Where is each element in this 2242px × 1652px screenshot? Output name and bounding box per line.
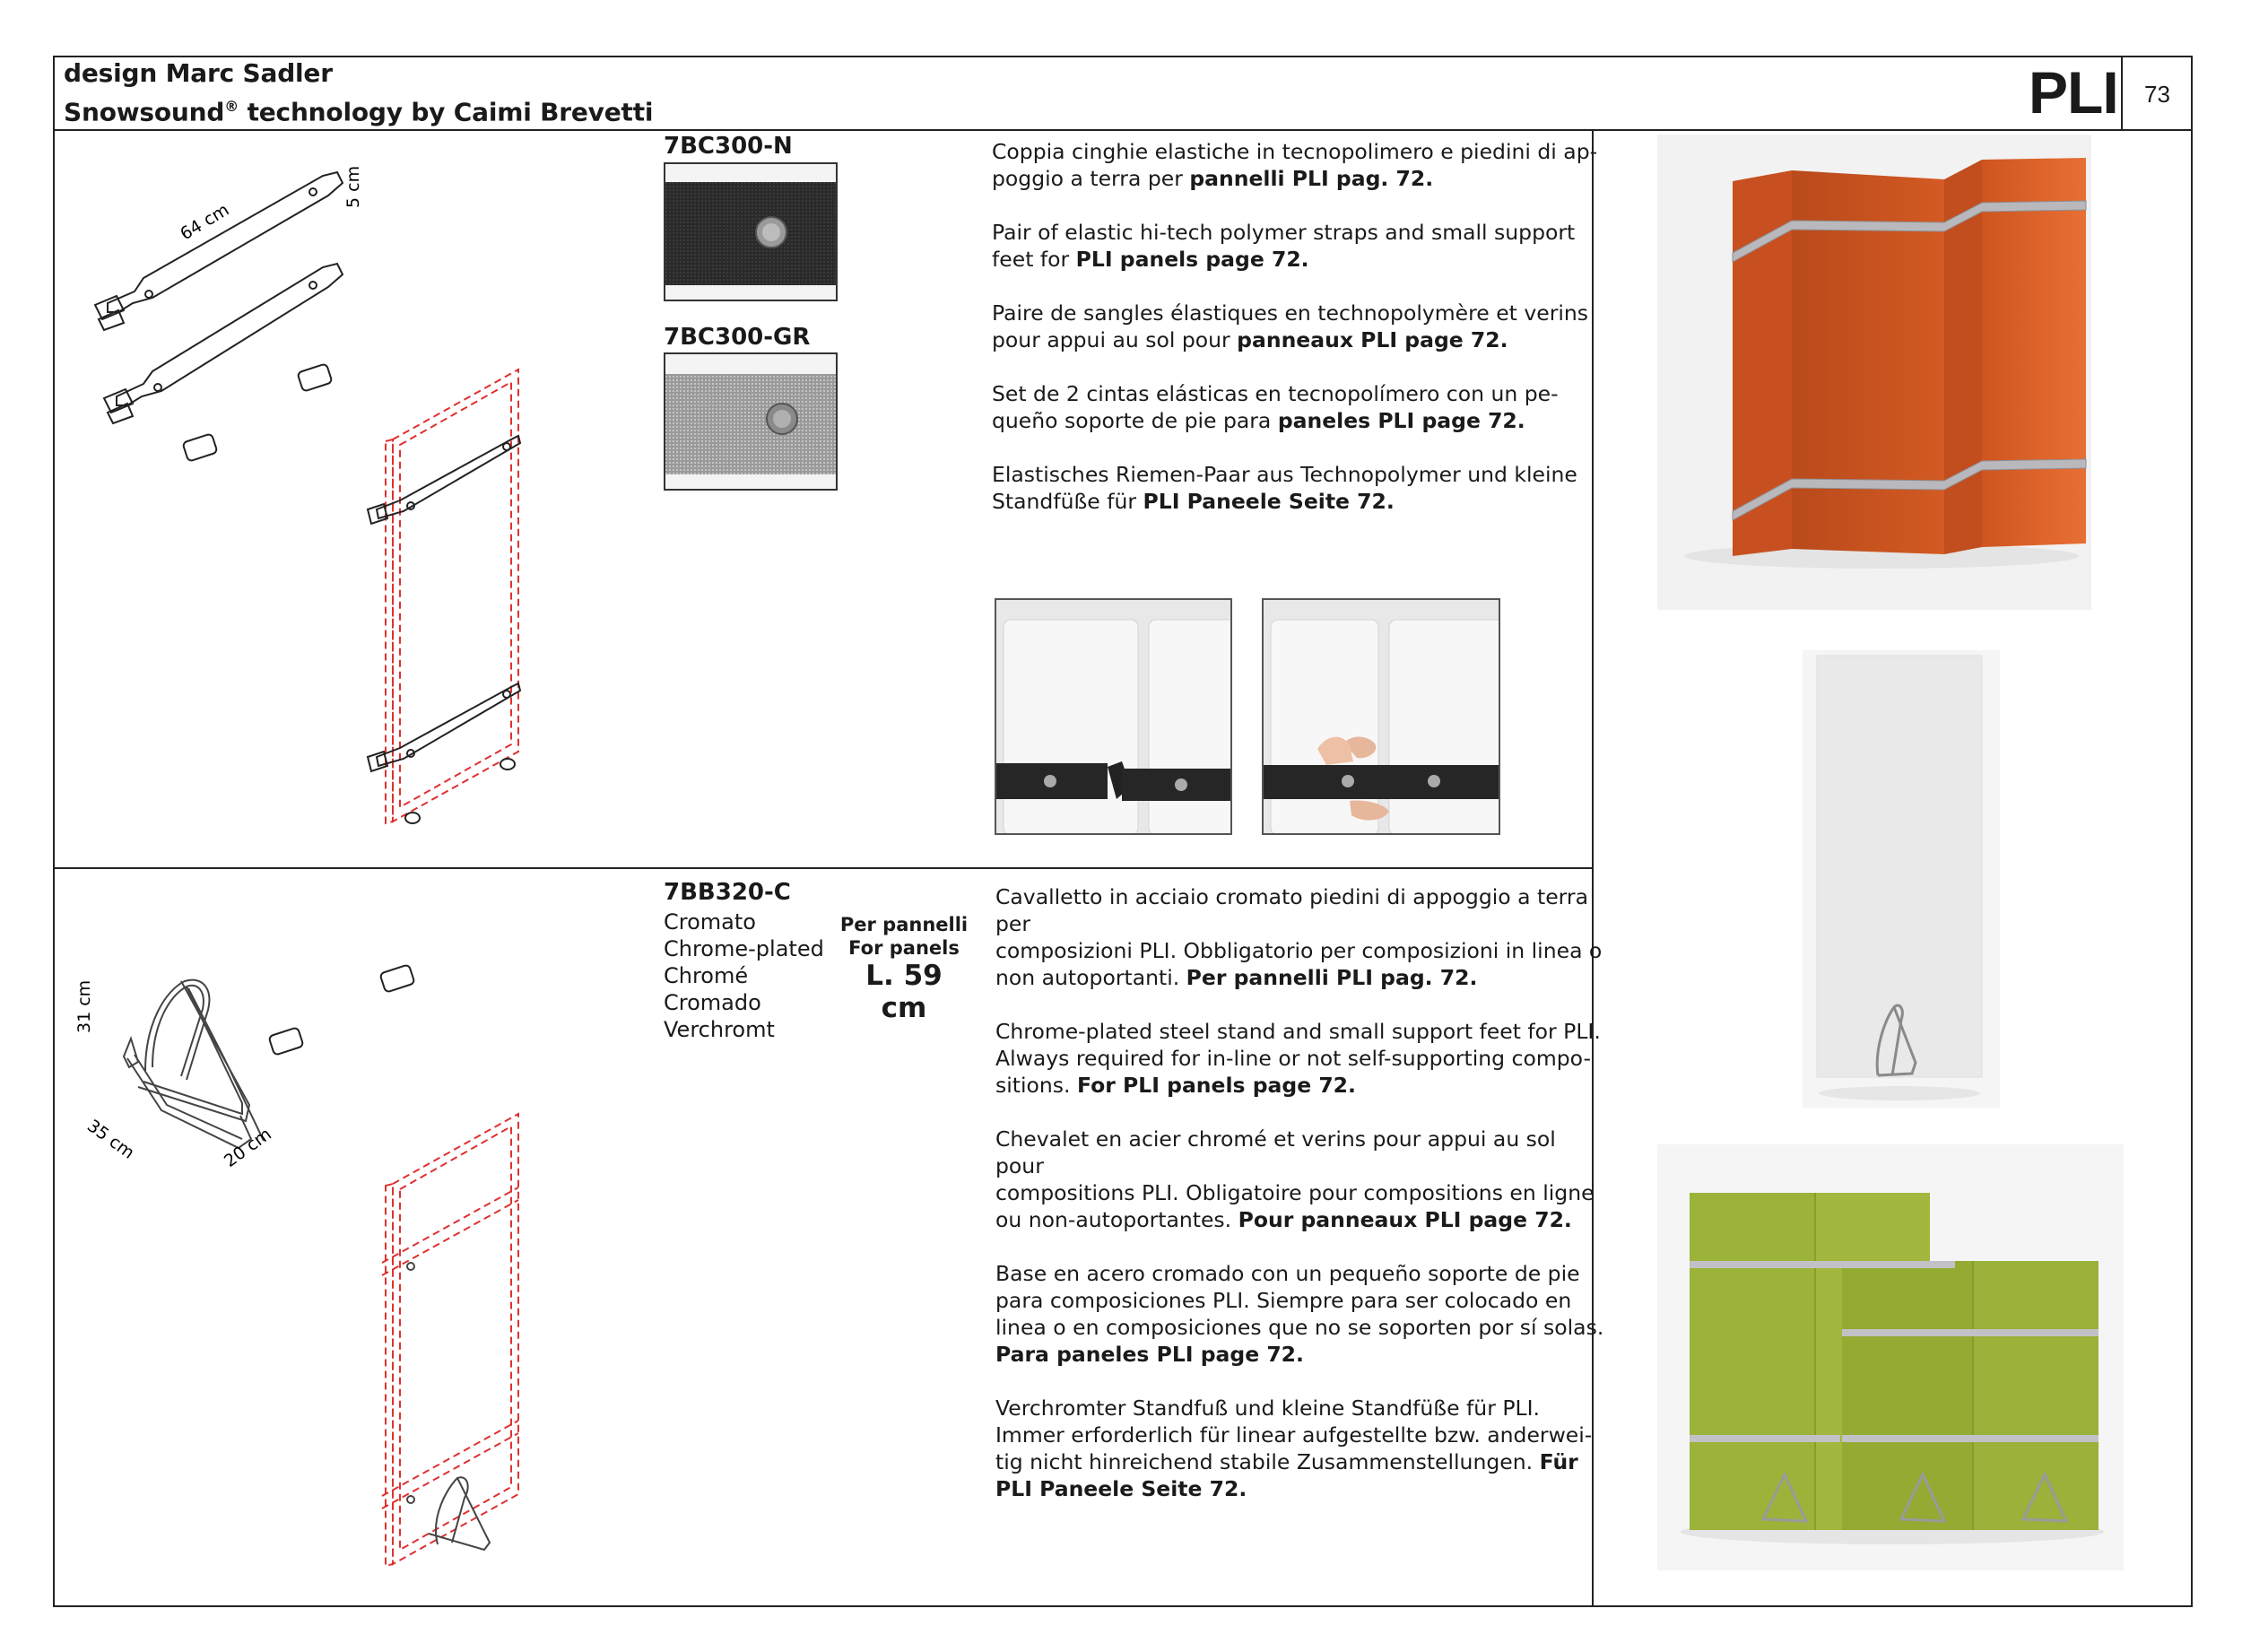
- product-code-grey: 7BC300-GR: [664, 324, 811, 351]
- desc-en: Chrome-plated steel stand and small support feet for PLI. Always required for in-line or not self-supporting compo- sitions. For PLI panels page 72.: [995, 1019, 1601, 1098]
- product2-descriptions: [995, 883, 1605, 1502]
- brand-title: PLI: [2029, 59, 2118, 126]
- straps-technical-drawing: [63, 143, 565, 843]
- desc-fr: Paire de sangles élastiques en technopolymère et verins pour appui au sol pour panneaux PLI page 72.: [992, 300, 1589, 352]
- desc-de: Elastisches Riemen-Paar aus Technopolymer und kleine Standfüße für PLI Paneele Seite 72.: [992, 462, 1577, 514]
- page-number-divider: [2121, 56, 2123, 131]
- technology-credit: Snowsound® technology by Caimi Brevetti: [64, 97, 654, 127]
- desc-es: Base en acero cromado con un pequeño soporte de pie para composiciones PLI. Siempre para ser colocado en linea o en composiciones que no se soporten por sí solas. Para paneles PLI page 72.: [995, 1261, 1604, 1367]
- support-foot-icon: [268, 964, 414, 1055]
- desc-fr: Chevalet en acier chromé et verins pour appui au sol pour compositions PLI. Obligatoire pour compositions en ligne ou non-autoportantes. Pour panneaux PLI page 72.: [995, 1126, 1595, 1232]
- strap-sample-grey-swatch: [665, 354, 836, 489]
- header-divider: [53, 129, 2193, 131]
- panel-length: L. 59 cm: [865, 960, 943, 1024]
- photo-orange-screen: [1657, 135, 2091, 610]
- strap-sample-black-swatch: [665, 164, 836, 300]
- stand-technical-drawing: [63, 879, 565, 1578]
- product-code-stand: 7BB320-C: [664, 879, 791, 906]
- dim-depth-label: 35 cm: [83, 1116, 138, 1163]
- finish-it: Cromato: [664, 909, 756, 935]
- install-photo-2: [1262, 598, 1500, 835]
- panel-dashed-outline: [382, 1114, 518, 1566]
- strap-sample-black: [664, 162, 838, 301]
- stand-wire-outline: [124, 980, 264, 1148]
- dim-length-label: 64 cm: [177, 199, 233, 245]
- dim-height-label: 5 cm: [343, 165, 363, 208]
- strap-sample-grey: [664, 352, 838, 491]
- product1-descriptions: [992, 138, 1602, 515]
- desc-it: Coppia cinghie elastiche in tecnopolimero e piedini di ap- poggio a terra per pannelli PLI pag. 72.: [992, 139, 1598, 191]
- section-divider: [53, 867, 1594, 869]
- finish-fr: Chromé: [664, 963, 749, 988]
- page-number: 73: [2144, 81, 2170, 108]
- dim-height-label: 31 cm: [74, 979, 94, 1033]
- per-label-en: For panels: [848, 937, 960, 959]
- panel-dashed-outline: [386, 370, 518, 823]
- desc-it: Cavalletto in acciaio cromato piedini di appoggio a terra per composizioni PLI. Obbligatorio per composizioni in linea o non autoportanti. Per pannelli PLI pag. 72.: [995, 884, 1603, 990]
- product-code-black: 7BC300-N: [664, 133, 793, 160]
- support-foot-icon: [182, 363, 332, 461]
- finishes-list: [664, 909, 824, 1043]
- panel-length-block: [839, 913, 969, 1024]
- desc-de: Verchromter Standfuß und kleine Standfüße für PLI. Immer erforderlich für linear aufgestellte bzw. anderwei- tig nicht hinreichend stabile Zusammenstellungen. Für PLI Paneele Seite 72.: [995, 1396, 1593, 1501]
- strap-bottom-outline: [104, 264, 343, 423]
- install-photo-1: [995, 598, 1232, 835]
- mounted-strap-outline: [368, 436, 520, 823]
- desc-es: Set de 2 cintas elásticas en tecnopolímero con un pe- queño soporte de pie para paneles PLI page 72.: [992, 381, 1559, 433]
- finish-de: Verchromt: [664, 1017, 775, 1042]
- per-label-it: Per pannelli: [839, 914, 969, 935]
- photo-green-composition: [1657, 1144, 2124, 1570]
- finish-en: Chrome-plated: [664, 936, 824, 961]
- strap-top-outline: [95, 172, 343, 330]
- desc-en: Pair of elastic hi-tech polymer straps and small support feet for PLI panels page 72.: [992, 220, 1576, 272]
- dim-width-label: 20 cm: [221, 1124, 275, 1172]
- finish-es: Cromado: [664, 990, 761, 1015]
- designer-credit: design Marc Sadler: [64, 58, 333, 88]
- photo-white-panel: [1803, 650, 2000, 1108]
